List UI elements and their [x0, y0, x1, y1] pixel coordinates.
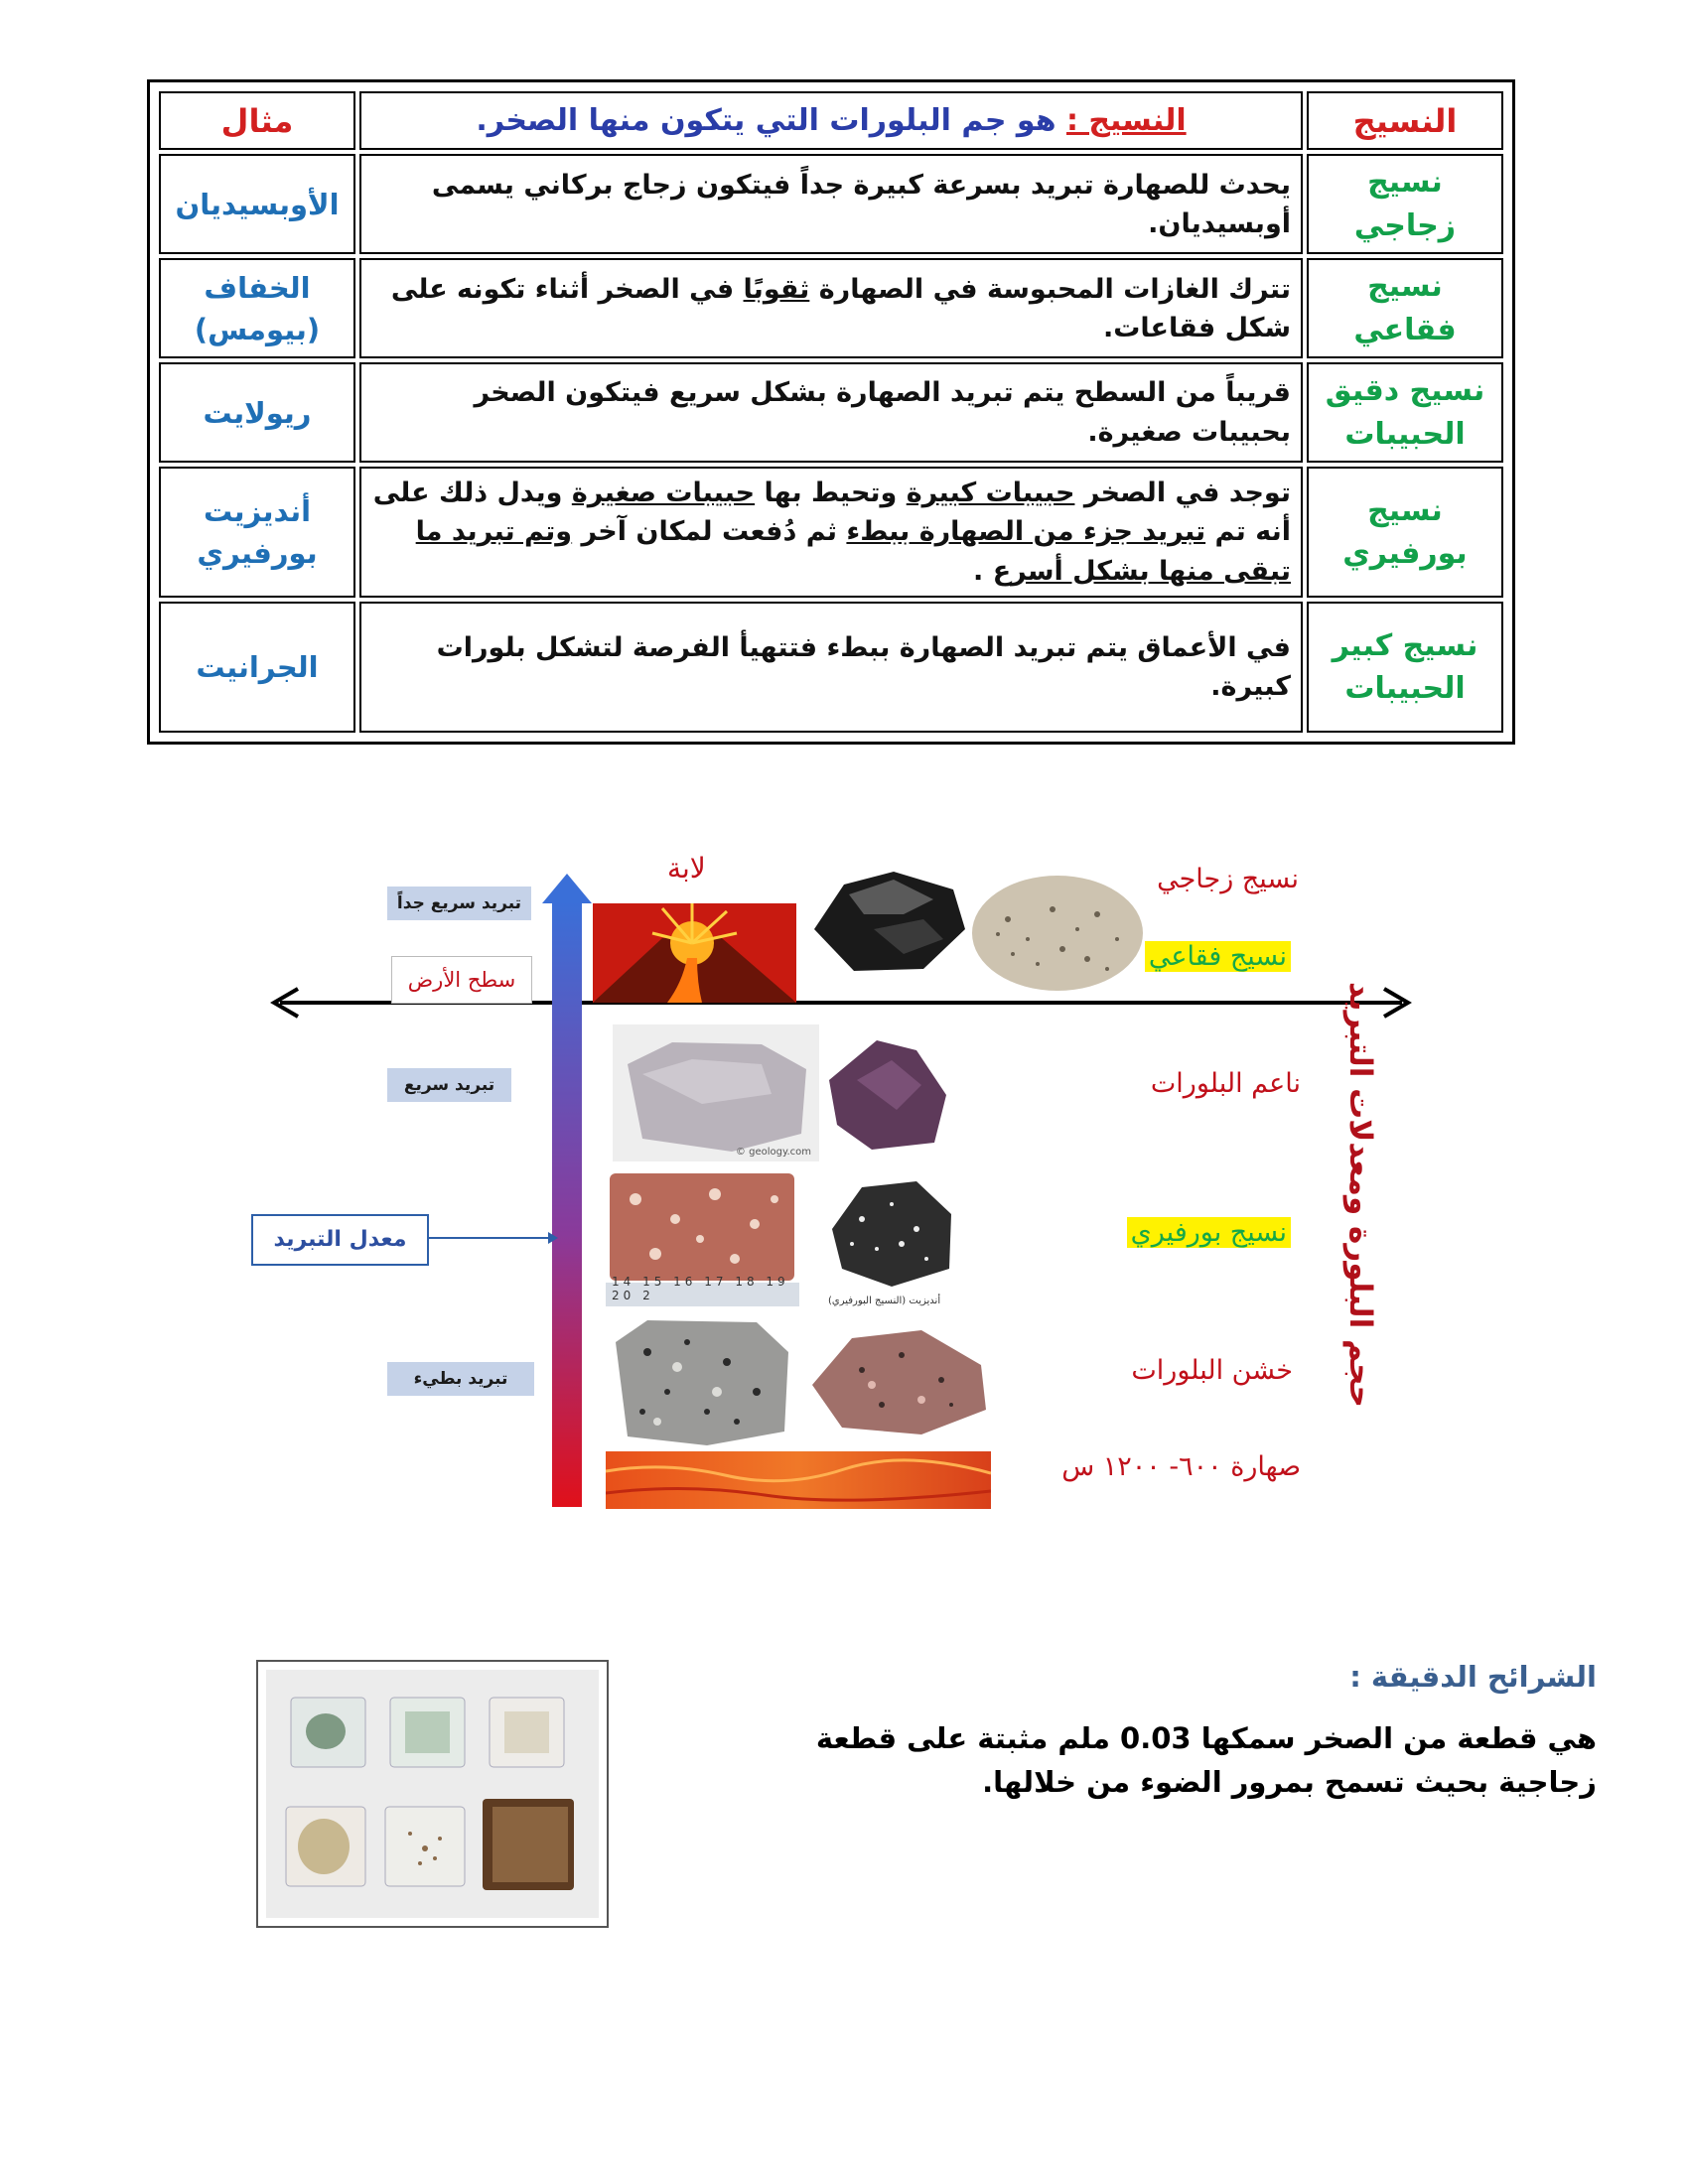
row-definition: في الأعماق يتم تبريد الصهارة ببطء فتتهيأ الفرصة لتشكل بلورات كبيرة.	[359, 602, 1303, 733]
def-underlined: وتم تبريد ما تبقى منها بشكل أسرع	[415, 516, 1291, 587]
label-magma-temperature: صهارة ٦٠٠- ١٢٠٠ س	[1061, 1451, 1301, 1482]
andesite-caption: أنديزيت (النسيج البورفيري)	[828, 1296, 941, 1306]
vesicular-highlight: نسيج فقاعي	[1145, 941, 1291, 972]
granite-image	[608, 1312, 794, 1451]
def-underlined: حبيبات كبيرة	[906, 478, 1075, 509]
pink-granite-rock-icon	[802, 1310, 999, 1447]
row-example: الخفاف (بيومس)	[159, 258, 355, 358]
row-example: الأوبسيديان	[159, 154, 355, 254]
ruler-numbers: 14 15 16 17 18 19 20 2	[612, 1275, 789, 1302]
header-definition-text: هو جم البلورات التي يتكون منها الصخر.	[476, 102, 1066, 138]
def-part: .	[973, 555, 993, 587]
label-coarse-crystals: خشن البلورات	[1131, 1355, 1293, 1386]
pumice-image	[968, 870, 1147, 997]
header-definition-term: النسيج :	[1065, 102, 1187, 138]
def-underlined: حبيبات صغيرة	[571, 478, 756, 509]
magma-image	[606, 1451, 991, 1509]
porphyry-image	[606, 1169, 799, 1306]
granite-rock-icon	[608, 1312, 794, 1451]
porphyritic-highlight: نسيج بورفيري	[1127, 1217, 1291, 1248]
def-underlined: ثقوبًا	[743, 273, 810, 305]
andesite-rock-icon	[822, 1169, 961, 1308]
label-slow-cooling: تبريد بطيء	[387, 1362, 534, 1396]
label-fine-crystals: ناعم البلورات	[1150, 1068, 1301, 1099]
row-name: نسيج دقيق الحبيبات	[1307, 362, 1503, 463]
obsidian-rock-icon	[804, 860, 971, 984]
volcano-lava-image	[593, 903, 796, 1003]
def-part: وتحيط بها	[755, 478, 907, 509]
def-part: ويدل ذلك على أنه تم	[372, 478, 1291, 548]
rhyolite-image	[613, 1024, 819, 1161]
rate-pointer-arrow	[427, 1232, 558, 1244]
coarse-rock-image	[802, 1310, 999, 1447]
row-name: نسيج فقاعي	[1307, 258, 1503, 358]
thin-sections-description: هي قطعة من الصخر سمكها 0.03 ملم مثبتة على قطعة زجاجية بحيث تسمح بمرور الضوء من خلالها.	[815, 1721, 1597, 1799]
label-glassy-texture: نسيج زجاجي	[1157, 864, 1299, 894]
vertical-cooling-arrow	[542, 874, 592, 1507]
def-part: تترك الغازات المحبوسة في الصهارة	[809, 273, 1291, 305]
label-porphyritic-texture	[1127, 1217, 1291, 1248]
def-part: في الصخر أثناء تكونه على شكل فقاعات.	[390, 273, 1291, 343]
vertical-axis-label	[1326, 981, 1395, 1410]
vertical-axis-text: حجم البلورة ومعدلات التبريد	[1342, 981, 1378, 1408]
label-earth-surface: سطح الأرض	[391, 956, 532, 1004]
thin-sections-photo	[256, 1660, 609, 1928]
obsidian-image	[804, 860, 971, 984]
label-fast-cooling: تبريد سريع	[387, 1068, 511, 1102]
photo-credit: © geology.com	[735, 1147, 811, 1158]
row-example: الجرانيت	[159, 602, 355, 733]
def-part: توجد في الصخر	[1074, 478, 1291, 509]
pumice-rock-icon	[968, 870, 1147, 997]
thin-sections-title: الشرائح الدقيقة :	[1349, 1660, 1597, 1694]
row-name: نسيج زجاجي	[1307, 154, 1503, 254]
fine-rock-image	[817, 1025, 956, 1159]
header-texture: النسيج	[1307, 91, 1503, 150]
row-example: أنديزيت بورفيري	[159, 467, 355, 598]
label-lava: لابة	[667, 852, 706, 885]
label-cooling-rate: معدل التبريد	[251, 1214, 429, 1266]
rhyolite-rock-icon	[613, 1024, 819, 1161]
row-name: نسيج كبير الحبيبات	[1307, 602, 1503, 733]
label-very-fast-cooling: تبريد سريع جداً	[387, 887, 531, 920]
row-name: نسيج بورفيري	[1307, 467, 1503, 598]
header-example: مثال	[159, 91, 355, 150]
purple-rock-icon	[817, 1025, 956, 1159]
volcano-icon	[593, 903, 796, 1003]
row-definition: قريباً من السطح يتم تبريد الصهارة بشكل سريع فيتكون الصخر بحبيبات صغيرة.	[359, 362, 1303, 463]
andesite-image	[822, 1169, 961, 1308]
row-definition: يحدث للصهارة تبريد بسرعة كبيرة جداً فيتكون زجاج بركاني يسمى أوبسيديان.	[359, 154, 1303, 254]
def-part: ثم دُفعت لمكان آخر	[572, 516, 847, 548]
label-vesicular-texture	[1145, 941, 1291, 972]
magma-band-icon	[606, 1451, 991, 1509]
row-example: ريولايت	[159, 362, 355, 463]
def-underlined: تبريد جزء من الصهارة ببطء	[846, 516, 1206, 548]
thin-section-slides-icon	[266, 1670, 599, 1918]
